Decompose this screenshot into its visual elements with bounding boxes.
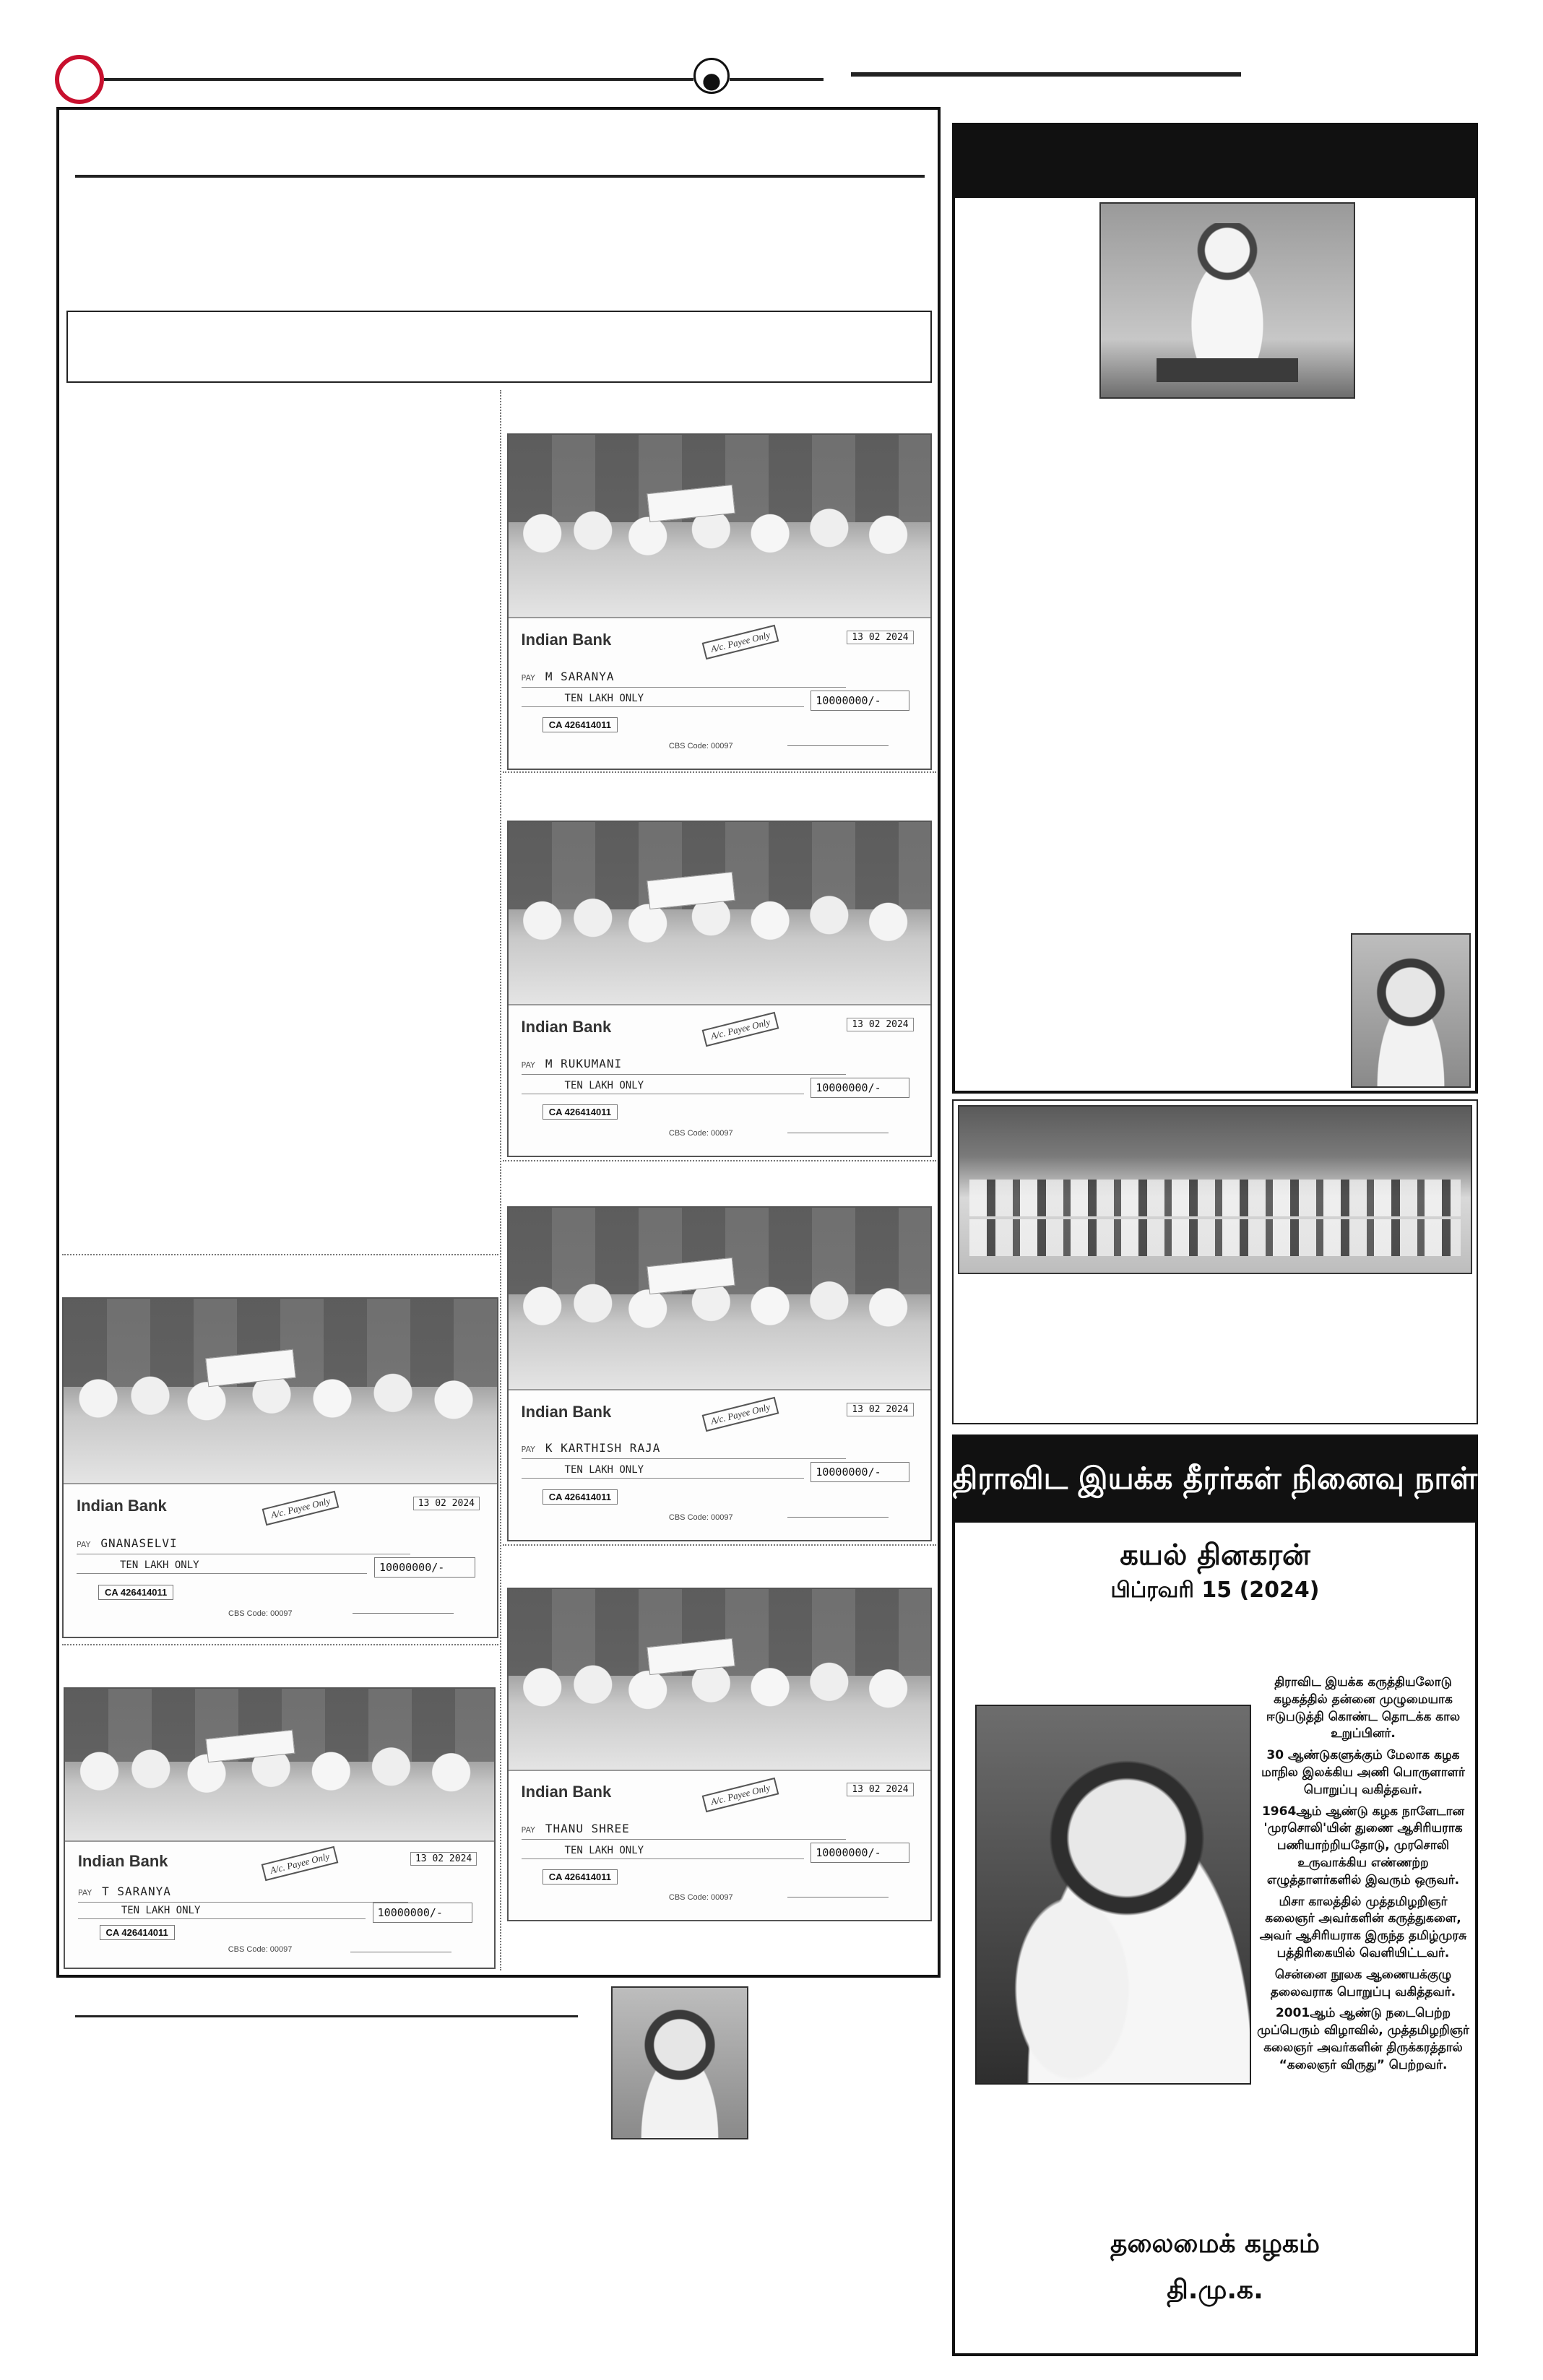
bio-paragraph: 2001ஆம் ஆண்டு நடைபெற்ற முப்பெரும் விழாவில், முத்தமிழறிஞர் கலைஞர் அவர்களின் திருக்கரத்தால் “கலைஞர் விருது” பெற்றவர். xyxy=(1257,2006,1469,2072)
masthead-rule-left xyxy=(104,78,693,81)
cheque-account: CA 426414011 xyxy=(543,717,618,732)
cheque-payee: K KARTHISH RAJA xyxy=(545,1441,661,1455)
card-divider-3 xyxy=(503,1544,936,1546)
signature xyxy=(787,1111,889,1133)
signature xyxy=(353,1591,454,1614)
bio-paragraph: மிசா காலத்தில் முத்தமிழறிஞர் கலைஞர் அவர்களின் கருத்துகளை, அவர் ஆசிரியராக இருந்த தமிழ்முரசு பத்திரிகையில் வெளியிட்டவர். xyxy=(1259,1894,1467,1960)
ac-payee-stamp: A/c. Payee Only xyxy=(701,1396,779,1431)
cheque-amount-words: TEN LAKH ONLY xyxy=(121,1904,201,1916)
cheque-payee: THANU SHREE xyxy=(545,1821,630,1835)
cbs-code: CBS Code: 00097 xyxy=(228,1944,293,1954)
author-portrait xyxy=(611,1986,748,2139)
ac-payee-stamp: A/c. Payee Only xyxy=(701,1012,779,1047)
columnist-portrait xyxy=(1351,933,1471,1088)
rising-sun-emblem-icon xyxy=(693,58,730,94)
cheque-account: CA 426414011 xyxy=(543,1489,618,1505)
masthead-rule-right-b xyxy=(851,72,1241,77)
cbs-code: CBS Code: 00097 xyxy=(668,741,733,750)
cheque-amount-words: TEN LAKH ONLY xyxy=(564,1464,644,1476)
bio-paragraph: சென்னை நூலக ஆணையக்குழு தலைவராக பொறுப்பு வகித்தவர். xyxy=(1270,1967,1456,1999)
tribute-portrait xyxy=(975,1705,1251,2085)
cheque-date: 13 02 2024 xyxy=(847,1018,913,1031)
cheque-photo-card xyxy=(507,821,932,1157)
cheque-photo-card xyxy=(62,1297,498,1638)
bio-paragraph: 1964ஆம் ஆண்டு கழக நாளேடான 'முரசொலி'யின் துணை ஆசிரியராக பணியாற்றியதோடு, முரசொலி உருவாக்கிய எண்ணற்ற எழுத்தாளர்களில் இவரும் ஒருவர். xyxy=(1261,1804,1465,1887)
cheque-amount: 10000000/- xyxy=(811,1843,909,1863)
pay-label: PAY xyxy=(521,1825,535,1835)
tribute-footer-line2: தி.மு.க. xyxy=(1167,2275,1263,2305)
team-group-photo xyxy=(958,1105,1472,1274)
signature xyxy=(787,724,889,746)
cheque-photo-card xyxy=(507,1206,932,1541)
cheque-date: 13 02 2024 xyxy=(847,1403,913,1416)
pay-label: PAY xyxy=(521,1060,535,1070)
cbs-code: CBS Code: 00097 xyxy=(668,1513,733,1522)
cheque-photo-card xyxy=(64,1687,496,1969)
tribute-footer-line1: தலைமைக் கழகம் xyxy=(1110,2229,1320,2259)
cheque-amount-words: TEN LAKH ONLY xyxy=(120,1559,199,1572)
bank-name: Indian Bank xyxy=(77,1497,167,1515)
tribute-banner xyxy=(952,1437,1478,1523)
cheque-payee: T SARANYA xyxy=(102,1884,171,1899)
ac-payee-stamp: A/c. Payee Only xyxy=(262,1491,340,1526)
cheque-amount-words: TEN LAKH ONLY xyxy=(564,692,644,704)
cheque-amount: 10000000/- xyxy=(811,691,909,711)
bank-name: Indian Bank xyxy=(521,630,612,649)
tribute-date: பிப்ரவரி 15 (2024) xyxy=(1110,1578,1320,1603)
card-divider-1 xyxy=(503,771,936,773)
cheque-date: 13 02 2024 xyxy=(413,1497,480,1510)
cheque-amount-words: TEN LAKH ONLY xyxy=(564,1079,644,1091)
headline-rule xyxy=(75,175,925,178)
masthead-rule-right-a xyxy=(730,78,824,81)
cheque-amount: 10000000/- xyxy=(811,1078,909,1098)
card-divider-4 xyxy=(62,1644,498,1645)
cbs-code: CBS Code: 00097 xyxy=(668,1892,733,1902)
cheque-account: CA 426414011 xyxy=(98,1585,173,1600)
cheque-amount-words: TEN LAKH ONLY xyxy=(564,1844,644,1856)
cheque-photo-card xyxy=(507,433,932,770)
bank-name: Indian Bank xyxy=(521,1017,612,1036)
cheque-date: 13 02 2024 xyxy=(847,1783,913,1796)
column-divider-vertical xyxy=(500,390,501,1970)
cheque-payee: GNANASELVI xyxy=(100,1536,178,1550)
summary-box xyxy=(66,311,932,383)
bank-name: Indian Bank xyxy=(521,1402,612,1421)
cheque-account: CA 426414011 xyxy=(100,1925,175,1940)
cheque-amount: 10000000/- xyxy=(373,1903,473,1923)
pay-label: PAY xyxy=(77,1540,91,1549)
pay-label: PAY xyxy=(521,672,535,683)
right-top-header-bar xyxy=(955,126,1475,198)
cheque-account: CA 426414011 xyxy=(543,1104,618,1120)
bio-paragraph: திராவிட இயக்க கருத்தியலோடு கழகத்தில் தன்னை முழுமையாக ஈடுபடுத்தி கொண்ட தொடக்க கால உறுப்பினர். xyxy=(1266,1675,1461,1741)
cbs-code: CBS Code: 00097 xyxy=(228,1609,293,1619)
tribute-name: கயல் தினகரன் xyxy=(1120,1539,1310,1572)
signature xyxy=(787,1495,889,1518)
tribute-banner-text: திராவிட இயக்க தீரர்கள் நினைவு நாள் xyxy=(952,1460,1478,1496)
column-divider-horizontal xyxy=(62,1254,498,1255)
ac-payee-stamp: A/c. Payee Only xyxy=(262,1845,339,1880)
pay-label: PAY xyxy=(521,1445,535,1455)
cheque-amount: 10000000/- xyxy=(811,1462,909,1482)
cheque-payee: M SARANYA xyxy=(545,669,615,683)
signature xyxy=(787,1875,889,1897)
ac-payee-stamp: A/c. Payee Only xyxy=(701,625,779,659)
bank-name: Indian Bank xyxy=(521,1783,612,1801)
cheque-date: 13 02 2024 xyxy=(847,631,913,644)
cheque-amount: 10000000/- xyxy=(374,1557,475,1578)
signature xyxy=(350,1930,451,1952)
bank-name: Indian Bank xyxy=(77,1852,168,1871)
cheque-payee: M RUKUMANI xyxy=(545,1056,623,1070)
card-divider-2 xyxy=(503,1160,936,1161)
page-marker-icon xyxy=(55,55,104,104)
bottom-left-rule xyxy=(75,2015,578,2017)
cbs-code: CBS Code: 00097 xyxy=(668,1128,733,1138)
pay-label: PAY xyxy=(77,1888,92,1898)
thiruvalluvar-cartoon xyxy=(1099,202,1355,399)
cheque-photo-card xyxy=(507,1588,932,1921)
tribute-bio xyxy=(1257,1674,1469,2079)
cheque-account: CA 426414011 xyxy=(543,1869,618,1884)
cheque-date: 13 02 2024 xyxy=(410,1852,477,1866)
ac-payee-stamp: A/c. Payee Only xyxy=(701,1777,779,1812)
bio-paragraph: 30 ஆண்டுகளுக்கும் மேலாக கழக மாநில இலக்கிய அணி பொருளாளர் பொறுப்பு வகித்தவர். xyxy=(1261,1748,1465,1797)
